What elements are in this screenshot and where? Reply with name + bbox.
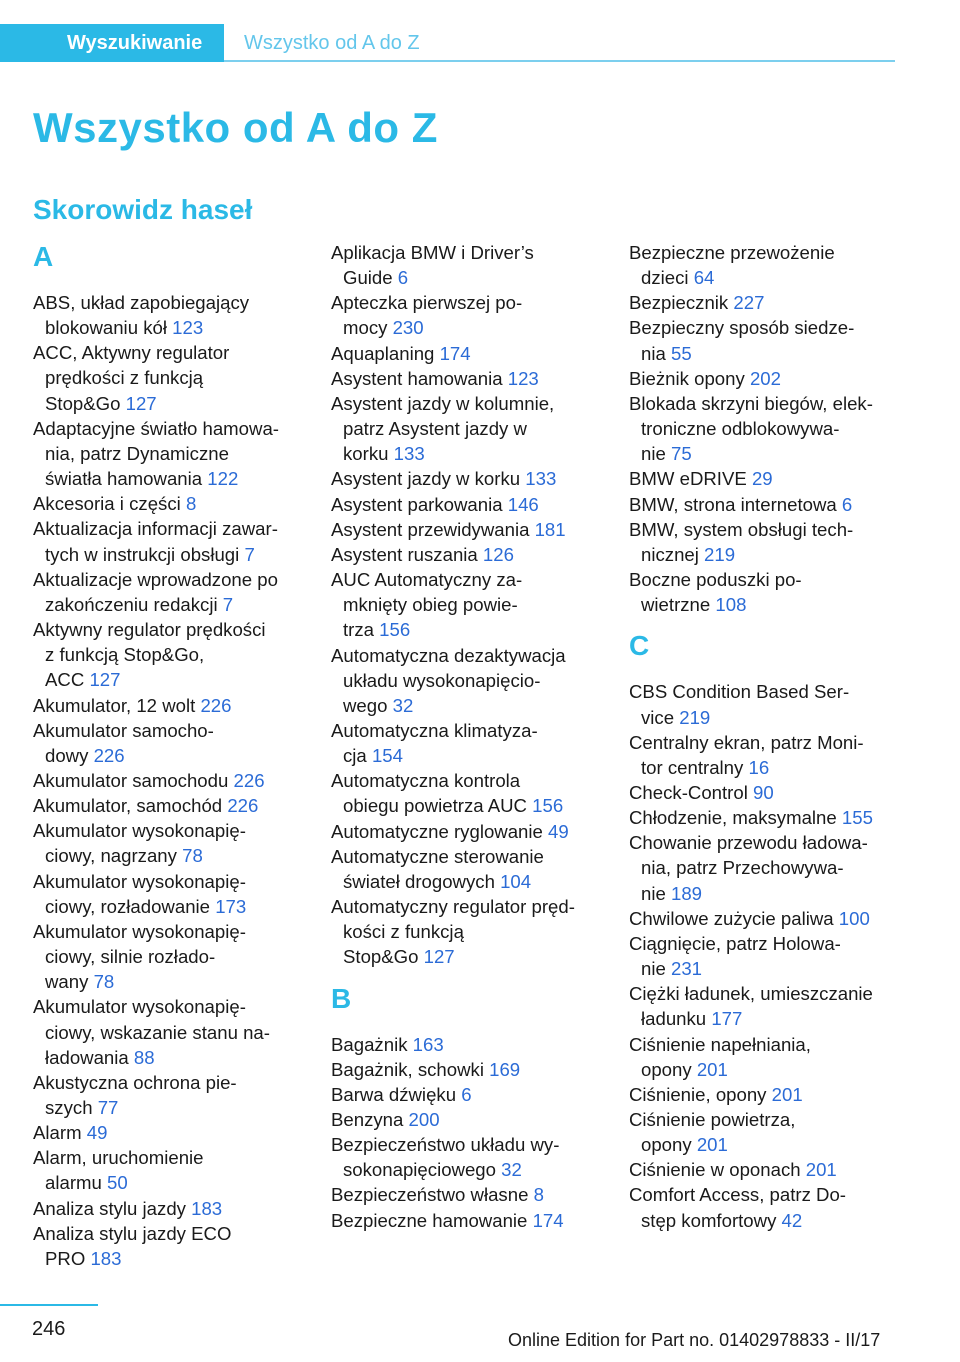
- index-entry: [629, 805, 909, 830]
- index-column-1: [33, 240, 313, 1271]
- entry-text: Akumulator, 12 wolt: [33, 694, 201, 716]
- entry-text: Ciężki ładunek, umieszczanie: [629, 983, 873, 1005]
- entry-text: Alarm, uruchomienie: [33, 1147, 204, 1169]
- entry-text: Stop&Go: [343, 946, 424, 968]
- entry-text: zakończeniu redakcji: [45, 593, 223, 615]
- entry-text: wany: [45, 971, 94, 993]
- page-number: 246: [32, 1318, 66, 1340]
- entry-text: CBS Condition Based Ser-: [629, 681, 850, 703]
- index-entry: [33, 1070, 313, 1120]
- index-entry: [33, 617, 313, 692]
- entry-text: prędkości z funkcją: [45, 367, 204, 389]
- page-link[interactable]: 42: [781, 1209, 803, 1231]
- entry-text: Asystent jazdy w kolumnie,: [331, 392, 555, 414]
- entry-text: wietrzne: [641, 594, 716, 616]
- index-entry: [629, 466, 909, 491]
- entry-text: kości z funkcją: [343, 921, 464, 943]
- entry-text: blokowaniu kół: [45, 317, 173, 339]
- entry-text: Centralny ekran, patrz Moni-: [629, 731, 864, 753]
- page-link[interactable]: 7: [222, 593, 234, 615]
- entry-text: świateł drogowych: [343, 870, 501, 892]
- index-entry: [33, 919, 313, 994]
- page-link[interactable]: 7: [244, 543, 255, 565]
- entry-text: Bezpieczeństwo własne: [331, 1184, 534, 1206]
- index-entry: [331, 391, 611, 466]
- index-entry: [33, 516, 313, 566]
- entry-text: ładowania: [45, 1046, 134, 1068]
- entry-text: szych: [45, 1097, 98, 1118]
- entry-text: Bagażnik, schowki: [331, 1058, 490, 1080]
- entry-text: Automatyczne sterowanie: [331, 845, 544, 867]
- entry-text: Automatyczna kontrola: [331, 770, 521, 792]
- index-entry: [33, 416, 313, 491]
- entry-text: BMW, strona internetowa: [629, 493, 842, 515]
- page-link[interactable]: 133: [525, 468, 557, 490]
- entry-text: Asystent ruszania: [331, 543, 483, 565]
- index-entry: [331, 366, 611, 391]
- index-entry: [331, 1182, 611, 1207]
- page-link[interactable]: 154: [371, 745, 403, 767]
- entry-text: Asystent przewidywania: [331, 518, 535, 540]
- entry-text: nia, patrz Przechowywa-: [641, 857, 844, 879]
- entry-text: mocy: [343, 317, 393, 339]
- index-letter-c: C: [629, 630, 650, 662]
- index-entry: [629, 492, 909, 517]
- index-entry: [629, 517, 909, 567]
- index-entry: [331, 844, 611, 894]
- index-entry: [33, 290, 313, 340]
- entry-text: ciowy, nagrzany: [45, 845, 183, 867]
- entry-text: Automatyczna dezaktywacja: [331, 644, 566, 666]
- page-link[interactable]: 6: [397, 267, 409, 289]
- index-entry: [33, 1196, 313, 1221]
- index-entry: [33, 1120, 313, 1145]
- index-entry: [331, 643, 611, 718]
- page-link[interactable]: 183: [90, 1247, 122, 1269]
- running-header: [0, 24, 895, 62]
- index-entry: [629, 1107, 909, 1157]
- entry-text: sokonapięciowego: [343, 1159, 502, 1181]
- entry-text: Blokada skrzyni biegów, elek-: [629, 392, 873, 414]
- page-title: Wszystko od A do Z: [33, 104, 438, 151]
- entry-text: Ciśnienie w oponach: [629, 1159, 806, 1181]
- entry-text: nie: [641, 443, 671, 465]
- page-link[interactable]: 226: [233, 769, 265, 791]
- entry-text: Bezpieczne hamowanie: [331, 1209, 533, 1231]
- entry-text: Analiza stylu jazdy ECO: [33, 1222, 232, 1244]
- page-link[interactable]: 202: [749, 367, 781, 389]
- entry-text: nie: [641, 882, 671, 904]
- page-link[interactable]: 231: [670, 958, 703, 980]
- index-entry: [331, 567, 611, 642]
- entry-text: AUC Automatyczny za-: [331, 569, 523, 591]
- page-link[interactable]: 219: [704, 543, 736, 565]
- entry-text: tor centralny: [641, 756, 749, 778]
- page-link[interactable]: 177: [711, 1008, 743, 1030]
- entry-text: Bezpiecznik: [629, 292, 734, 314]
- index-entry: [33, 869, 313, 919]
- page-link[interactable]: 78: [93, 971, 115, 993]
- page-link[interactable]: 146: [507, 493, 539, 515]
- entry-text: Boczne poduszki po-: [629, 569, 802, 591]
- entry-text: Ciągnięcie, patrz Holowa-: [629, 932, 841, 954]
- entry-text: troniczne odblokowywa-: [641, 418, 840, 440]
- entry-text: alarmu: [45, 1172, 108, 1194]
- entry-text: Aktualizacja informacji zawar-: [33, 518, 278, 540]
- index-entry: [629, 1032, 909, 1082]
- entry-text: Bezpieczeństwo układu wy-: [331, 1134, 560, 1156]
- page-link[interactable]: 174: [532, 1209, 564, 1231]
- index-entry: [629, 240, 909, 290]
- page-link[interactable]: 163: [412, 1033, 444, 1055]
- entry-text: nia: [641, 342, 671, 364]
- page-link[interactable]: 133: [393, 443, 425, 465]
- header-rule: [224, 60, 895, 62]
- index-entry: [629, 830, 909, 905]
- page-link[interactable]: 201: [696, 1058, 728, 1080]
- page-link[interactable]: 126: [482, 543, 514, 565]
- page-link[interactable]: 226: [93, 744, 125, 766]
- index-entry: [33, 491, 313, 516]
- page-link[interactable]: 183: [191, 1197, 223, 1219]
- entry-text: Check-Control: [629, 781, 754, 803]
- index-entry: [331, 1082, 611, 1107]
- page-link[interactable]: 49: [86, 1122, 108, 1144]
- page-link[interactable]: 50: [107, 1172, 128, 1194]
- entry-text: Aktywny regulator prędkości: [33, 619, 266, 641]
- entry-text: mknięty obieg powie-: [343, 594, 518, 616]
- page-link[interactable]: 155: [841, 807, 873, 829]
- entry-text: Chłodzenie, maksymalne: [629, 807, 842, 829]
- page-link[interactable]: 201: [696, 1134, 728, 1156]
- entry-text: Comfort Access, patrz Do-: [629, 1184, 846, 1206]
- page-link[interactable]: 88: [133, 1046, 155, 1068]
- entry-text: Asystent hamowania: [331, 367, 508, 389]
- index-entry: [331, 542, 611, 567]
- entry-text: ACC, Aktywny regulator: [33, 342, 230, 364]
- page-link[interactable]: 16: [748, 756, 770, 778]
- entry-text: układu wysokonapięcio-: [343, 669, 541, 691]
- index-letter-a: A: [33, 241, 54, 272]
- entry-text: nie: [641, 958, 671, 980]
- entry-text: Analiza stylu jazdy: [33, 1197, 192, 1219]
- entry-text: PRO: [45, 1247, 91, 1269]
- page-link[interactable]: 64: [693, 267, 715, 289]
- page-link[interactable]: 29: [751, 468, 773, 490]
- entry-text: Bezpieczne przewożenie: [629, 242, 835, 263]
- entry-text: Akumulator samocho-: [33, 719, 214, 741]
- entry-text: tych w instrukcji obsługi: [45, 543, 245, 565]
- page-link[interactable]: 219: [679, 706, 711, 728]
- index-entry: [331, 492, 611, 517]
- entry-text: Akumulator, samochód: [33, 795, 228, 817]
- page-link[interactable]: 181: [534, 518, 566, 540]
- index-entry: [629, 679, 909, 729]
- footer-rule: [0, 1304, 98, 1306]
- entry-text: Ciśnienie napełniania,: [629, 1033, 811, 1055]
- index-entry: [629, 931, 909, 981]
- index-entry: [331, 290, 611, 340]
- entry-text: obiegu powietrza AUC: [343, 795, 533, 817]
- index-entry: [331, 1032, 611, 1057]
- page-link[interactable]: 156: [532, 795, 564, 817]
- page-link[interactable]: 156: [379, 619, 411, 641]
- entry-text: Automatyczna klimatyza-: [331, 719, 538, 741]
- index-entry: [629, 780, 909, 805]
- page-link[interactable]: 201: [805, 1159, 837, 1181]
- entry-text: BMW, system obsługi tech-: [629, 518, 854, 540]
- index-entry: [331, 768, 611, 818]
- page-link[interactable]: 189: [670, 882, 703, 904]
- index-entry: [331, 894, 611, 969]
- entry-text: Automatyczny regulator pręd-: [331, 896, 575, 918]
- entry-text: opony: [641, 1134, 697, 1156]
- page-link[interactable]: 108: [715, 594, 747, 616]
- page-link[interactable]: 32: [501, 1159, 522, 1181]
- entry-text: Apteczka pierwszej po-: [331, 292, 523, 314]
- page-link[interactable]: 227: [733, 292, 765, 314]
- page-link[interactable]: 49: [548, 820, 569, 842]
- entry-text: światła hamowania: [45, 468, 208, 490]
- index-entry: [629, 730, 909, 780]
- index-entry: [331, 1132, 611, 1182]
- page-link[interactable]: 127: [89, 669, 121, 691]
- index-letter-b: B: [331, 982, 352, 1014]
- section-tab[interactable]: Wyszukiwanie: [0, 24, 224, 62]
- page-link[interactable]: 55: [670, 342, 692, 364]
- entry-text: z funkcją Stop&Go,: [45, 644, 205, 666]
- entry-text: trza: [343, 619, 380, 641]
- index-column-2: [331, 240, 611, 1233]
- page-link[interactable]: 78: [182, 845, 203, 867]
- index-entry: [331, 1057, 611, 1082]
- entry-text: Akustyczna ochrona pie-: [33, 1071, 237, 1093]
- entry-text: Aktualizacje wprowadzone po: [33, 568, 278, 590]
- page-link[interactable]: 104: [500, 870, 532, 892]
- entry-text: Chowanie przewodu ładowa-: [629, 832, 868, 854]
- entry-text: dowy: [45, 744, 94, 766]
- entry-text: Aquaplaning: [331, 342, 440, 364]
- entry-text: Adaptacyjne światło hamowa-: [33, 417, 279, 439]
- index-entry: [33, 994, 313, 1069]
- page-link[interactable]: 100: [838, 907, 870, 929]
- index-subtitle: Skorowidz haseł: [33, 194, 253, 225]
- index-entry: [33, 1145, 313, 1195]
- entry-text: Akumulator wysokonapię-: [33, 820, 246, 842]
- index-entry: [331, 240, 611, 290]
- entry-text: opony: [641, 1058, 697, 1080]
- entry-text: ACC: [45, 669, 90, 691]
- entry-text: wego: [343, 694, 393, 716]
- page-link[interactable]: 169: [489, 1058, 521, 1080]
- page-link[interactable]: 230: [392, 317, 424, 339]
- chapter-tab[interactable]: Wszystko od A do Z: [244, 32, 420, 54]
- entry-text: Benzyna: [331, 1109, 409, 1130]
- index-entry: [629, 391, 909, 466]
- index-entry: [33, 768, 313, 793]
- index-entry: [33, 818, 313, 868]
- index-entry: [331, 466, 611, 491]
- page-link[interactable]: 127: [125, 392, 157, 414]
- edition-note: Online Edition for Part no. 01402978833 - II/17: [508, 1330, 881, 1350]
- entry-text: ładunku: [641, 1008, 712, 1030]
- index-entry: [331, 718, 611, 768]
- entry-text: nicznej: [641, 543, 705, 565]
- index-entry: [33, 718, 313, 768]
- entry-text: ABS, układ zapobiegający: [33, 292, 250, 313]
- entry-text: nia, patrz Dynamiczne: [45, 442, 229, 464]
- index-entry: [331, 1208, 611, 1233]
- index-entry: [33, 340, 313, 415]
- page-link[interactable]: 200: [408, 1109, 440, 1130]
- page-link[interactable]: 8: [185, 493, 197, 515]
- entry-text: Akcesoria i części: [33, 493, 186, 515]
- entry-text: Guide: [343, 267, 398, 289]
- entry-text: ciowy, wskazanie stanu na-: [45, 1021, 270, 1043]
- page-link[interactable]: 75: [670, 443, 692, 465]
- entry-text: Ciśnienie powietrza,: [629, 1109, 796, 1130]
- entry-text: Bezpieczny sposób siedze-: [629, 317, 855, 339]
- page-link[interactable]: 174: [439, 342, 471, 364]
- entry-text: ciowy, rozładowanie: [45, 895, 216, 917]
- entry-text: Bieżnik opony: [629, 367, 750, 389]
- index-entry: [33, 567, 313, 617]
- index-entry: [629, 567, 909, 617]
- entry-text: cja: [343, 745, 372, 767]
- page-link[interactable]: 201: [771, 1083, 803, 1105]
- page-link[interactable]: 123: [172, 317, 204, 339]
- index-entry: [629, 906, 909, 931]
- index-entry: [629, 1157, 909, 1182]
- page-link[interactable]: 226: [227, 795, 259, 817]
- entry-text: dzieci: [641, 267, 694, 289]
- index-entry: [33, 1221, 313, 1271]
- entry-text: Akumulator wysokonapię-: [33, 870, 246, 892]
- entry-text: Asystent jazdy w korku: [331, 468, 526, 490]
- index-entry: [629, 315, 909, 365]
- entry-text: Automatyczne ryglowanie: [331, 820, 549, 842]
- page-link[interactable]: 127: [423, 946, 455, 968]
- index-entry: [629, 290, 909, 315]
- index-entry: [331, 819, 611, 844]
- index-entry: [629, 981, 909, 1031]
- index-entry: [331, 517, 611, 542]
- entry-text: Aplikacja BMW i Driver’s: [331, 242, 534, 263]
- index-entry: [629, 1182, 909, 1232]
- page-link[interactable]: 122: [207, 468, 239, 490]
- entry-text: patrz Asystent jazdy w: [343, 418, 527, 440]
- index-entry: [33, 693, 313, 718]
- page-link[interactable]: 6: [461, 1083, 472, 1105]
- page-link[interactable]: 8: [533, 1184, 544, 1206]
- page-link[interactable]: 32: [392, 694, 414, 716]
- entry-text: Akumulator wysokonapię-: [33, 996, 246, 1018]
- page-link[interactable]: 77: [97, 1097, 119, 1118]
- entry-text: Stop&Go: [45, 392, 126, 414]
- entry-text: ciowy, silnie rozłado-: [45, 946, 216, 968]
- page-link[interactable]: 123: [507, 367, 539, 389]
- entry-text: Ciśnienie, opony: [629, 1083, 772, 1105]
- entry-text: Akumulator samochodu: [33, 769, 234, 791]
- index-entry: [331, 341, 611, 366]
- index-entry: [331, 1107, 611, 1132]
- index-entry: [629, 1082, 909, 1107]
- page-link[interactable]: 90: [753, 781, 774, 803]
- page-link[interactable]: 226: [200, 694, 232, 716]
- entry-text: Akumulator wysokonapię-: [33, 920, 246, 942]
- entry-text: Alarm: [33, 1122, 87, 1144]
- entry-text: stęp komfortowy: [641, 1209, 782, 1231]
- entry-text: Barwa dźwięku: [331, 1083, 462, 1105]
- entry-text: Chwilowe zużycie paliwa: [629, 907, 839, 929]
- entry-text: vice: [641, 706, 680, 728]
- index-column-3: [629, 240, 909, 1233]
- page-link[interactable]: 6: [841, 493, 853, 515]
- entry-text: BMW eDRIVE: [629, 468, 752, 490]
- entry-text: korku: [343, 443, 394, 465]
- page-link[interactable]: 173: [215, 895, 247, 917]
- entry-text: Asystent parkowania: [331, 493, 508, 515]
- index-entry: [629, 366, 909, 391]
- entry-text: Bagażnik: [331, 1033, 413, 1055]
- index-entry: [33, 793, 313, 818]
